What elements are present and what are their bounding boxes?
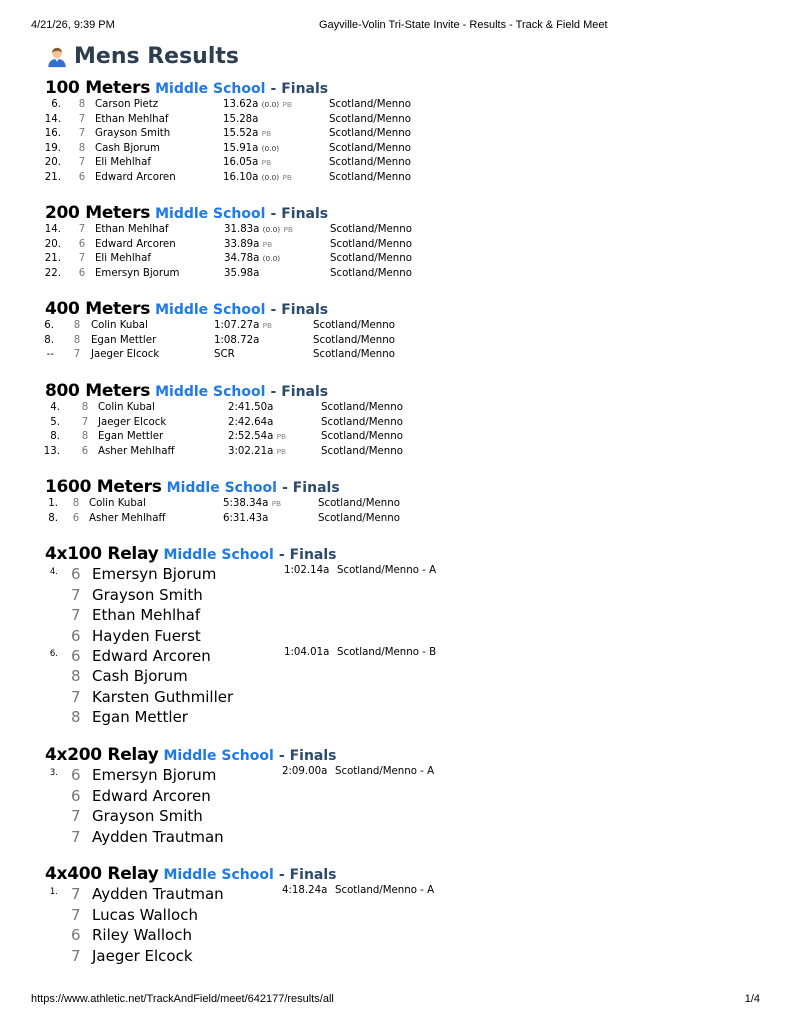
- event-division[interactable]: Middle School: [166, 480, 277, 496]
- relay-team-link[interactable]: Scotland/Menno - A: [335, 766, 435, 777]
- result-mark-group: [223, 172, 292, 183]
- athlete-name-link[interactable]: Jaeger Elcock: [98, 416, 167, 428]
- athlete-name-link[interactable]: Colin Kubal: [91, 320, 148, 331]
- result-place: 8.: [48, 512, 58, 524]
- print-url: https://www.athletic.net/TrackAndField/meet/642177/results/all: [31, 993, 334, 1005]
- athlete-name-link[interactable]: Ethan Mehlhaf: [95, 224, 169, 235]
- event-name[interactable]: 800 Meters: [45, 381, 151, 401]
- event-name[interactable]: 400 Meters: [45, 299, 151, 319]
- wind-reading: (0.0): [262, 225, 281, 234]
- leg-athlete-link[interactable]: Emersyn Bjorum: [92, 766, 217, 784]
- pb-badge: PB: [282, 172, 292, 182]
- result-grade: 7: [78, 253, 86, 264]
- print-page-number: 1/4: [744, 993, 760, 1005]
- print-datetime: 4/21/26, 9:39 PM: [31, 19, 115, 31]
- result-mark-group: [214, 335, 259, 346]
- result-mark-group: [224, 253, 280, 264]
- leg-grade: 8: [71, 708, 81, 726]
- leg-grade: 6: [71, 786, 81, 805]
- leg-athlete-link[interactable]: Aydden Trautman: [92, 885, 224, 903]
- result-grade: 7: [73, 349, 81, 360]
- result-place: 16.: [44, 128, 61, 139]
- result-grade: 8: [73, 334, 81, 346]
- relay-place: 6.: [49, 648, 58, 659]
- result-mark-group: [224, 224, 293, 235]
- result-mark-group: [228, 402, 273, 413]
- result-grade: 8: [78, 99, 86, 110]
- relay-mark[interactable]: 4:18.24a: [282, 885, 328, 896]
- team-link[interactable]: Scotland/Menno: [321, 402, 403, 413]
- leg-athlete-link[interactable]: Riley Walloch: [92, 926, 192, 944]
- team-link[interactable]: Scotland/Menno: [329, 171, 411, 183]
- result-mark[interactable]: 1:07.27a: [214, 320, 260, 331]
- relay-team-link[interactable]: Scotland/Menno - A: [337, 565, 437, 576]
- result-mark[interactable]: 33.89a: [224, 238, 260, 250]
- result-mark-group: [228, 417, 273, 428]
- athlete-name-link[interactable]: Colin Kubal: [89, 498, 146, 509]
- result-mark[interactable]: 34.78a: [224, 253, 260, 264]
- result-mark-group: [214, 320, 272, 331]
- result-mark[interactable]: 35.98a: [224, 267, 260, 279]
- pb-badge: PB: [276, 432, 287, 441]
- athlete-name-link[interactable]: Emersyn Bjorum: [95, 267, 180, 279]
- result-mark[interactable]: 16.05a: [223, 157, 259, 168]
- event-round: - Finals: [270, 302, 329, 318]
- result-mark[interactable]: 15.52a: [223, 128, 259, 139]
- event-name[interactable]: 100 Meters: [45, 78, 151, 98]
- event-name[interactable]: 1600 Meters: [45, 477, 162, 497]
- athlete-name-link[interactable]: Edward Arcoren: [95, 171, 176, 183]
- result-mark-group: [228, 431, 286, 442]
- relay-mark[interactable]: 2:09.00a: [282, 766, 328, 777]
- leg-athlete-link[interactable]: Egan Mettler: [92, 708, 188, 726]
- athlete-name-link[interactable]: Eli Mehlhaf: [95, 253, 151, 264]
- pb-badge: PB: [262, 239, 273, 249]
- athlete-name-link[interactable]: Eli Mehlhaf: [95, 157, 151, 168]
- result-place: 8.: [44, 334, 54, 346]
- result-place: 21.: [44, 253, 61, 264]
- leg-athlete-link[interactable]: Karsten Guthmiller: [92, 687, 234, 706]
- result-place: 14.: [44, 224, 61, 235]
- page-title-text: Mens Results: [74, 44, 239, 69]
- team-link[interactable]: Scotland/Menno: [318, 512, 400, 524]
- team-link[interactable]: Scotland/Menno: [313, 349, 395, 360]
- team-link[interactable]: Scotland/Menno: [330, 267, 412, 279]
- event-title[interactable]: [45, 381, 328, 401]
- wind-reading: (0.0): [261, 172, 280, 182]
- result-mark-group: [223, 114, 258, 125]
- athlete-name-link[interactable]: Colin Kubal: [98, 402, 155, 413]
- event-title[interactable]: [45, 299, 328, 319]
- team-link[interactable]: Scotland/Menno: [321, 416, 403, 428]
- event-name[interactable]: 4x400 Relay: [45, 864, 159, 884]
- result-grade: 8: [73, 320, 81, 331]
- result-place: 6.: [51, 99, 61, 110]
- athlete-name-link[interactable]: Egan Mettler: [91, 334, 157, 346]
- leg-athlete-link[interactable]: Cash Bjorum: [92, 667, 188, 685]
- result-mark: SCR: [214, 349, 235, 360]
- result-mark[interactable]: 13.62a: [223, 99, 259, 110]
- result-grade: 6: [78, 238, 86, 250]
- leg-grade: 7: [71, 585, 81, 604]
- result-grade: 6: [81, 445, 89, 457]
- result-mark-group: [228, 446, 286, 457]
- result-mark-group: [223, 99, 292, 110]
- result-place: --: [46, 349, 54, 360]
- relay-place: 3.: [49, 768, 58, 778]
- result-mark-group: [214, 349, 235, 360]
- leg-athlete-link[interactable]: Emersyn Bjorum: [92, 565, 217, 583]
- leg-athlete-link[interactable]: Grayson Smith: [92, 585, 203, 604]
- leg-athlete-link[interactable]: Edward Arcoren: [92, 786, 211, 805]
- result-mark-group: [223, 498, 281, 509]
- pb-badge: PB: [261, 129, 272, 138]
- event-name[interactable]: 4x200 Relay: [45, 745, 159, 765]
- result-mark-group: [223, 513, 268, 524]
- result-grade: 6: [78, 267, 86, 279]
- leg-grade: 7: [71, 827, 81, 846]
- leg-grade: 8: [71, 667, 81, 685]
- event-title[interactable]: [45, 78, 328, 98]
- pb-badge: PB: [261, 158, 272, 167]
- result-mark[interactable]: 15.28a: [223, 113, 259, 125]
- event-title[interactable]: [45, 544, 337, 564]
- result-mark[interactable]: 2:42.64a: [228, 416, 274, 428]
- result-mark-group: [223, 143, 279, 154]
- result-place: 5.: [50, 416, 60, 428]
- event-division[interactable]: Middle School: [155, 81, 266, 97]
- team-link[interactable]: Scotland/Menno: [313, 334, 395, 346]
- event-round: - Finals: [270, 81, 329, 97]
- team-link[interactable]: Scotland/Menno: [329, 142, 411, 154]
- team-link[interactable]: Scotland/Menno: [329, 113, 411, 125]
- result-place: 21.: [44, 171, 61, 183]
- event-division[interactable]: Middle School: [163, 748, 274, 764]
- leg-grade: 7: [71, 687, 81, 706]
- team-link[interactable]: Scotland/Menno: [330, 224, 412, 235]
- pb-badge: PB: [276, 446, 287, 456]
- leg-athlete-link[interactable]: Edward Arcoren: [92, 646, 211, 665]
- leg-athlete-link[interactable]: Grayson Smith: [92, 807, 203, 825]
- leg-grade: 7: [71, 606, 81, 624]
- athlete-name-link[interactable]: Grayson Smith: [95, 128, 171, 139]
- result-place: 20.: [44, 238, 61, 250]
- leg-grade: 6: [71, 926, 81, 944]
- athlete-name-link[interactable]: Ethan Mehlhaf: [95, 113, 169, 125]
- relay-team-link[interactable]: Scotland/Menno - B: [337, 646, 437, 658]
- athlete-name-link[interactable]: Cash Bjorum: [95, 142, 160, 154]
- event-division[interactable]: Middle School: [155, 206, 266, 222]
- result-mark[interactable]: 6:31.43a: [223, 512, 269, 524]
- result-place: 1.: [48, 498, 58, 509]
- pb-badge: PB: [283, 225, 293, 234]
- team-link[interactable]: Scotland/Menno: [313, 320, 395, 331]
- leg-athlete-link[interactable]: Ethan Mehlhaf: [92, 606, 201, 624]
- result-mark[interactable]: 16.10a: [223, 171, 259, 183]
- result-mark[interactable]: 15.91a: [223, 142, 259, 154]
- result-mark-group: [223, 128, 271, 139]
- event-round: - Finals: [278, 547, 337, 563]
- result-grade: 7: [78, 224, 86, 235]
- event-round: - Finals: [278, 748, 337, 764]
- event-name[interactable]: 4x100 Relay: [45, 544, 159, 564]
- result-place: 14.: [44, 113, 61, 125]
- leg-grade: 6: [71, 766, 81, 784]
- event-title[interactable]: [45, 203, 328, 223]
- result-grade: 8: [72, 498, 80, 509]
- leg-athlete-link[interactable]: Aydden Trautman: [92, 827, 224, 846]
- event-division[interactable]: Middle School: [155, 384, 266, 400]
- result-mark[interactable]: 2:52.54a: [228, 431, 274, 442]
- athlete-name-link[interactable]: Asher Mehlhaff: [89, 512, 166, 524]
- event-division[interactable]: Middle School: [163, 867, 274, 883]
- relay-mark[interactable]: 1:02.14a: [284, 565, 330, 576]
- result-mark-group: [224, 239, 272, 250]
- event-round: - Finals: [282, 480, 340, 496]
- leg-grade: 6: [71, 626, 81, 645]
- result-grade: 8: [81, 431, 89, 442]
- event-round: - Finals: [278, 867, 337, 883]
- result-place: 19.: [44, 142, 61, 154]
- team-link[interactable]: Scotland/Menno: [321, 431, 403, 442]
- result-grade: 8: [81, 402, 89, 413]
- event-name[interactable]: 200 Meters: [45, 203, 151, 223]
- result-place: 13.: [43, 445, 60, 457]
- event-division[interactable]: Middle School: [155, 302, 266, 318]
- team-link[interactable]: Scotland/Menno: [330, 253, 412, 264]
- event-round: - Finals: [270, 206, 329, 222]
- relay-team-link[interactable]: Scotland/Menno - A: [335, 885, 435, 896]
- pb-badge: PB: [282, 100, 292, 109]
- result-place: 8.: [50, 431, 60, 442]
- leg-athlete-link[interactable]: Jaeger Elcock: [92, 946, 193, 965]
- result-place: 4.: [50, 402, 60, 413]
- event-division[interactable]: Middle School: [163, 547, 274, 563]
- leg-grade: 6: [71, 646, 81, 665]
- relay-place: 4.: [49, 567, 58, 577]
- leg-grade: 7: [71, 807, 81, 825]
- result-grade: 6: [72, 512, 80, 524]
- pb-badge: PB: [271, 499, 282, 508]
- event-title[interactable]: [45, 745, 337, 765]
- page-title: [46, 44, 239, 69]
- athlete-name-link[interactable]: Jaeger Elcock: [91, 349, 160, 360]
- athlete-name-link[interactable]: Asher Mehlhaff: [98, 445, 175, 457]
- result-grade: 6: [78, 171, 86, 183]
- result-mark[interactable]: 5:38.34a: [223, 498, 269, 509]
- pb-badge: PB: [262, 321, 273, 330]
- leg-grade: 7: [71, 905, 81, 924]
- print-document-title: Gayville-Volin Tri-State Invite - Results - Track & Field Meet: [319, 19, 608, 31]
- wind-reading: (0.0): [262, 254, 281, 263]
- leg-grade: 6: [71, 565, 81, 583]
- result-grade: 7: [81, 416, 89, 428]
- relay-mark[interactable]: 1:04.01a: [284, 646, 330, 658]
- team-link[interactable]: Scotland/Menno: [318, 498, 400, 509]
- result-mark[interactable]: 3:02.21a: [228, 445, 274, 457]
- result-grade: 7: [78, 128, 86, 139]
- leg-athlete-link[interactable]: Hayden Fuerst: [92, 626, 201, 645]
- result-grade: 7: [78, 157, 86, 168]
- wind-reading: (0.0): [261, 143, 280, 153]
- result-grade: 8: [78, 142, 86, 154]
- team-link[interactable]: Scotland/Menno: [330, 238, 412, 250]
- event-title[interactable]: [45, 477, 340, 497]
- result-grade: 7: [78, 113, 86, 125]
- result-mark-group: [224, 268, 259, 279]
- team-link[interactable]: Scotland/Menno: [329, 157, 411, 168]
- result-place: 6.: [44, 320, 54, 331]
- athlete-name-link[interactable]: Egan Mettler: [98, 431, 164, 442]
- result-place: 22.: [44, 267, 61, 279]
- result-mark[interactable]: 2:41.50a: [228, 402, 274, 413]
- result-place: 20.: [44, 157, 61, 168]
- athlete-name-link[interactable]: Carson Pietz: [95, 99, 159, 110]
- team-link[interactable]: Scotland/Menno: [329, 128, 411, 139]
- leg-athlete-link[interactable]: Lucas Walloch: [92, 905, 198, 924]
- result-mark-group: [223, 157, 271, 168]
- leg-grade: 7: [71, 885, 81, 903]
- team-link[interactable]: Scotland/Menno: [321, 445, 403, 457]
- wind-reading: (0.0): [261, 100, 280, 109]
- relay-place: 1.: [49, 887, 58, 897]
- event-round: - Finals: [270, 384, 329, 400]
- event-title[interactable]: [45, 864, 337, 884]
- leg-grade: 7: [71, 946, 81, 965]
- result-mark[interactable]: 31.83a: [224, 224, 260, 235]
- team-link[interactable]: Scotland/Menno: [329, 99, 411, 110]
- result-mark[interactable]: 1:08.72a: [214, 334, 260, 346]
- person-avatar-icon: [46, 46, 68, 68]
- athlete-name-link[interactable]: Edward Arcoren: [95, 238, 176, 250]
